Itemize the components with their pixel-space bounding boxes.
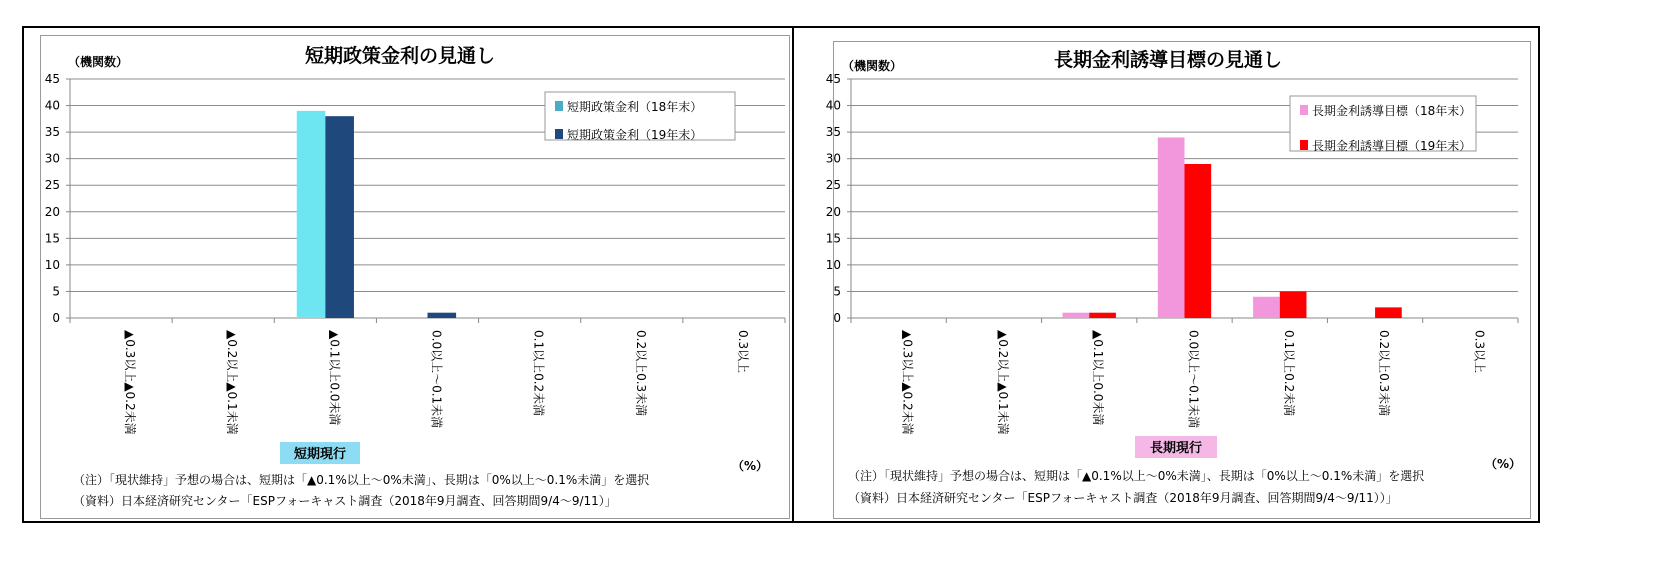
y-tick-label: 20	[44, 204, 60, 219]
y-tick-label: 25	[825, 178, 841, 193]
note-line-short: （注）「現状維持」予想の場合は、短期は「▲0.1%以上～0%未満」、長期は「0%以上～0.1%未満」を選択	[73, 473, 650, 487]
y-tick-label: 25	[44, 178, 60, 193]
y-tick-label: 10	[44, 257, 60, 272]
y-tick-label: 45	[44, 72, 60, 86]
legend-label: 短期政策金利（18年末）	[567, 100, 703, 114]
source-line-long: （資料）日本経済研究センター「ESPフォーキャスト調査（2018年9月調査、回答期間9/4～9/11））」	[848, 491, 1398, 505]
x-tick-label: ▲0.2以上▲0.1未満	[225, 330, 240, 435]
x-tick-label: ▲0.3以上▲0.2未満	[123, 330, 138, 435]
x-unit-label: （%）	[732, 459, 769, 473]
x-tick-label: ▲0.2以上▲0.1未満	[995, 330, 1010, 435]
source-line-short: （資料）日本経済研究センター「ESPフォーキャスト調査（2018年9月調査、回答期間9/4～9/11）」	[73, 494, 617, 508]
note-line-long: （注）「現状維持」予想の場合は、短期は「▲0.1%以上～0%未満」、長期は「0%以上～0.1%未満」を選択	[848, 469, 1425, 483]
x-tick-label: 0.0以上～0.1未満	[429, 330, 444, 429]
x-tick-label: 0.1以上0.2未満	[1281, 330, 1296, 417]
x-unit-label: （%）	[1485, 457, 1522, 471]
current-rate-label: 長期現行	[1149, 441, 1203, 456]
legend-swatch	[1300, 140, 1308, 150]
y-tick-label: 10	[825, 257, 841, 272]
y-tick-label: 30	[44, 151, 60, 166]
y-tick-label: 40	[825, 98, 841, 113]
y-axis-label: （機関数）	[68, 55, 129, 69]
bar-19-2	[1089, 313, 1116, 318]
legend-swatch	[1300, 105, 1308, 115]
y-tick-label: 0	[833, 311, 841, 325]
bar-18-3	[1158, 137, 1185, 318]
chart-title: 長期金利誘導目標の見通し	[1053, 49, 1283, 71]
legend-label: 長期金利誘導目標（19年末）	[1312, 139, 1472, 153]
y-tick-label: 40	[44, 98, 60, 113]
bar-19-2	[325, 116, 354, 318]
bar-18-4	[1253, 297, 1280, 318]
y-tick-label: 35	[44, 125, 60, 140]
x-tick-label: ▲0.1以上0.0未満	[1091, 330, 1106, 426]
x-tick-label: 0.3以上	[1472, 330, 1487, 374]
y-tick-label: 5	[52, 284, 60, 299]
y-tick-label: 35	[825, 125, 841, 140]
y-axis-label: （機関数）	[842, 59, 903, 73]
x-tick-label: ▲0.3以上▲0.2未満	[900, 330, 915, 435]
y-tick-label: 0	[52, 311, 60, 325]
legend-swatch	[555, 101, 563, 111]
y-tick-label: 15	[825, 231, 841, 246]
legend-label: 長期金利誘導目標（18年末）	[1312, 104, 1472, 118]
bar-18-2	[297, 111, 326, 318]
x-tick-label: 0.0以上～0.1未満	[1186, 330, 1201, 429]
y-tick-label: 45	[825, 72, 841, 86]
y-tick-label: 5	[833, 284, 841, 299]
legend-label: 短期政策金利（19年末）	[567, 128, 703, 142]
bar-19-4	[1280, 291, 1307, 318]
x-tick-label: ▲0.1以上0.0未満	[327, 330, 342, 426]
bar-19-3	[1185, 164, 1212, 318]
y-tick-label: 30	[825, 151, 841, 166]
y-tick-label: 20	[825, 204, 841, 219]
x-tick-label: 0.2以上0.3未満	[1377, 330, 1392, 417]
x-tick-label: 0.1以上0.2未満	[531, 330, 546, 417]
x-tick-label: 0.2以上0.3未満	[633, 330, 648, 417]
bar-19-5	[1375, 307, 1402, 318]
y-tick-label: 15	[44, 231, 60, 246]
chart-title: 短期政策金利の見通し	[304, 45, 496, 67]
legend-swatch	[555, 129, 563, 139]
bar-19-3	[428, 313, 457, 318]
current-rate-label: 短期現行	[293, 447, 347, 462]
x-tick-label: 0.3以上	[735, 330, 750, 374]
bar-18-2	[1063, 313, 1090, 318]
